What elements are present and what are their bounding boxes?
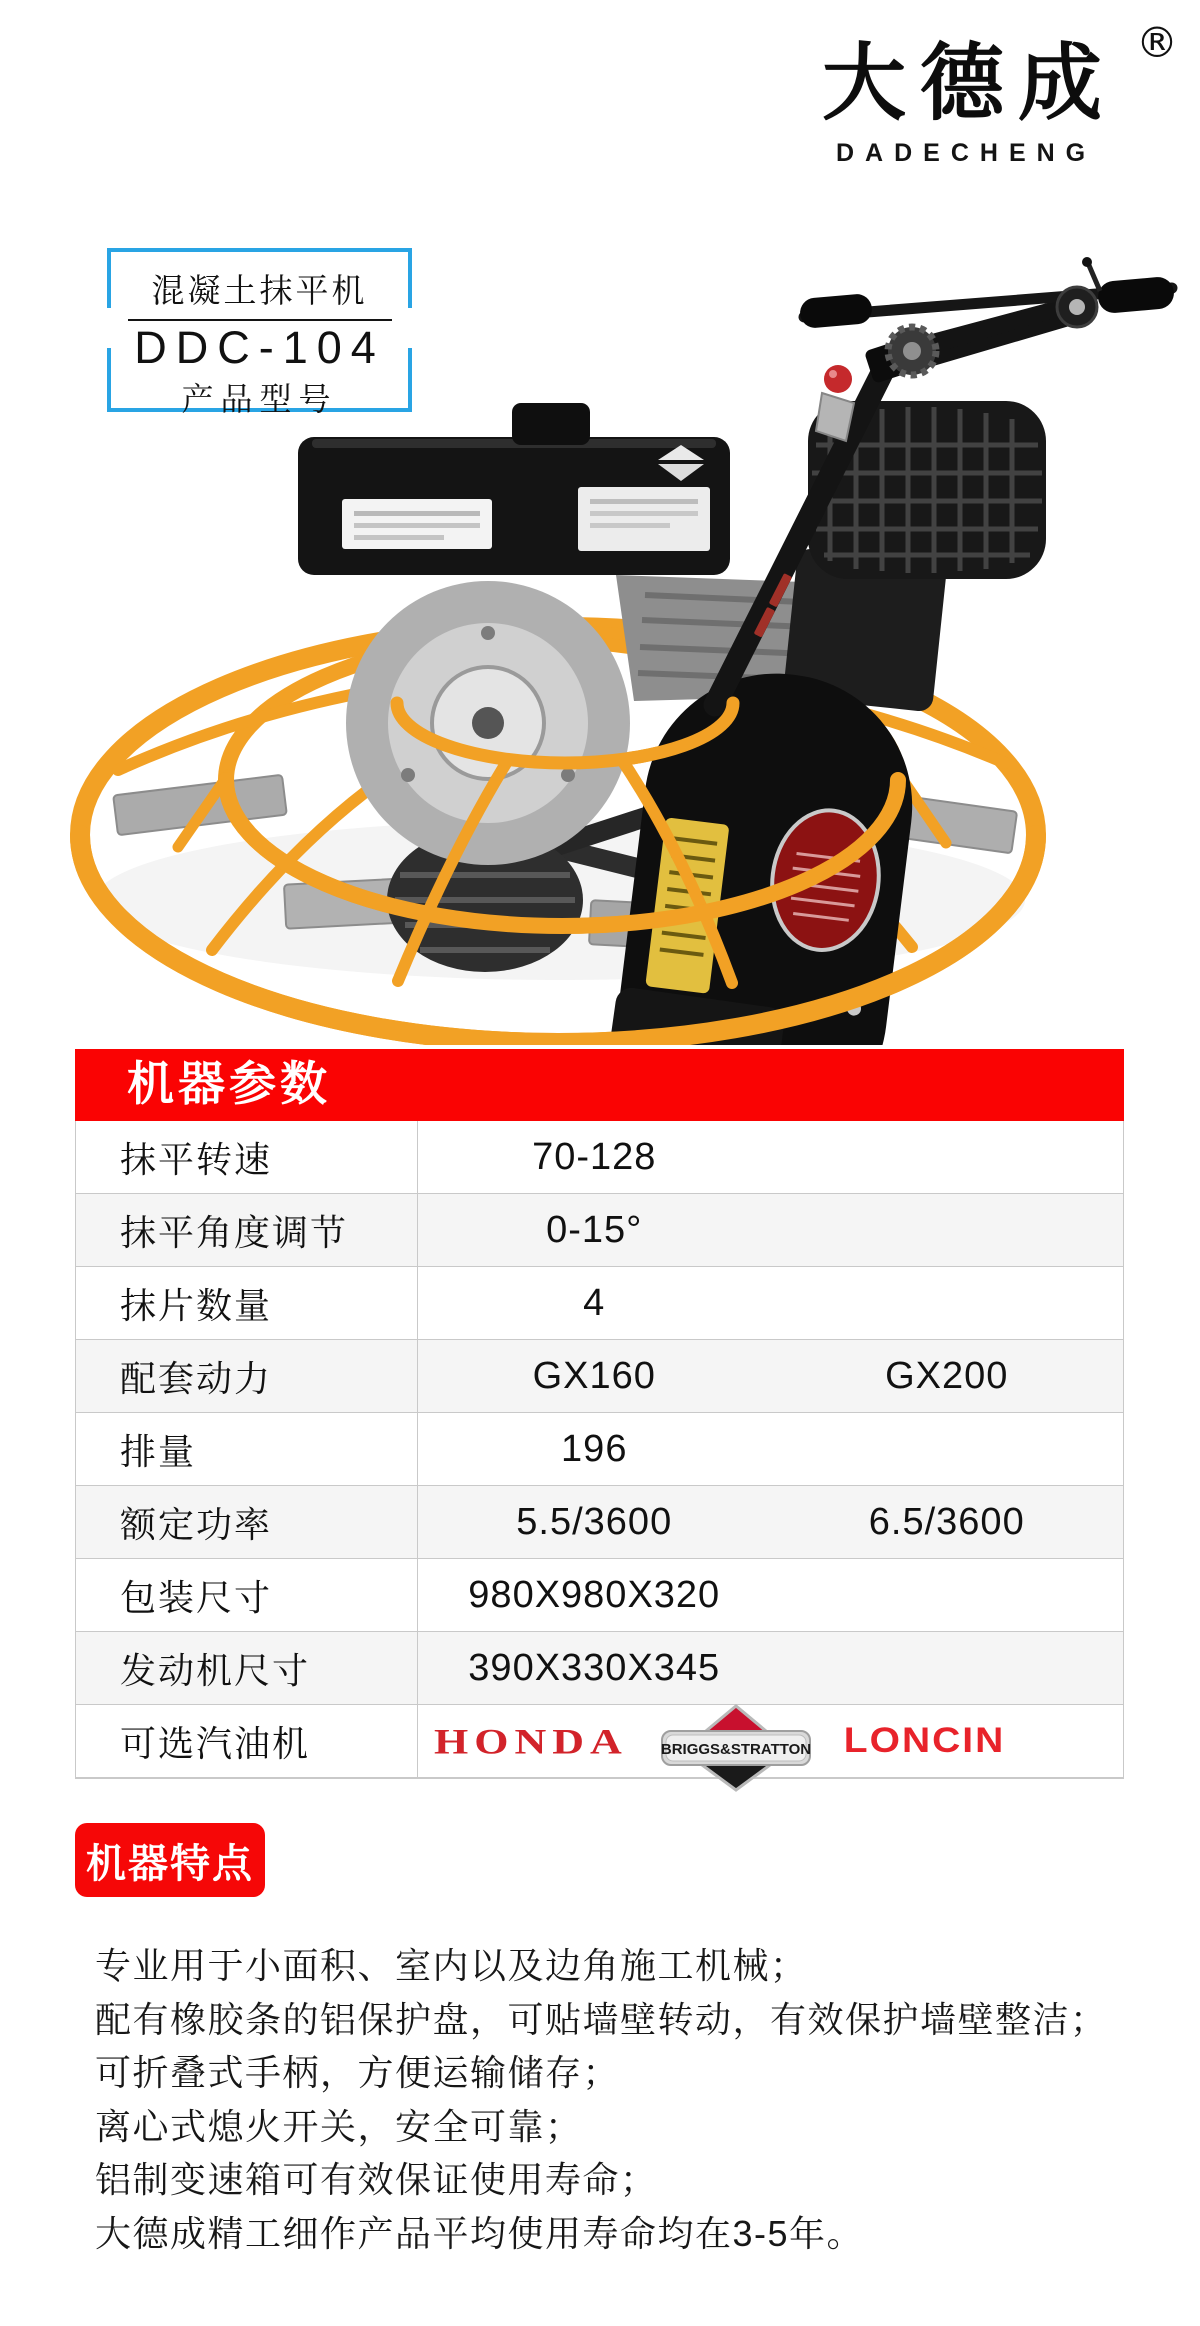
feature-item: 可折叠式手柄，方便运输储存； <box>95 2052 621 2093</box>
table-row <box>76 1559 1123 1632</box>
model-code: DDC-104 <box>134 322 385 373</box>
svg-text:BRIGGS&STRATTON: BRIGGS&STRATTON <box>660 1741 811 1758</box>
row-value-1: 5.5/3600 <box>516 1500 673 1543</box>
spec-header-title: 机器参数 <box>75 1049 1124 1121</box>
feature-item: 专业用于小面积、室内以及边角施工机械； <box>95 1945 808 1986</box>
feature-item: 铝制变速箱可有效保证使用寿命； <box>95 2159 658 2200</box>
row-label: 包装尺寸 <box>76 1559 418 1631</box>
engine-brand-logos <box>418 1705 1123 1777</box>
row-label: 排量 <box>76 1413 418 1485</box>
briggs-stratton-logo <box>660 1704 812 1792</box>
row-label: 可选汽油机 <box>76 1705 418 1777</box>
table-row <box>76 1267 1123 1340</box>
features-list <box>95 1939 1155 2260</box>
row-label: 抹片数量 <box>76 1267 418 1339</box>
table-row <box>76 1413 1123 1486</box>
left-grip <box>799 293 873 329</box>
registered-trademark-icon: ® <box>1136 18 1178 67</box>
table-row <box>76 1340 1123 1413</box>
row-value-2 <box>771 1413 1124 1485</box>
row-label: 发动机尺寸 <box>76 1632 418 1704</box>
row-value-1: 70-128 <box>532 1135 657 1178</box>
brand-logo-cn: 大德成 <box>822 33 1117 132</box>
table-row-engine-options <box>76 1705 1123 1778</box>
row-value-1: 980X980X320 <box>468 1573 721 1616</box>
feature-item: 配有橡胶条的铝保护盘，可贴墙壁转动，有效保护墙壁整洁； <box>95 1998 1108 2040</box>
model-caption: 产品型号 <box>181 381 338 417</box>
features-badge: 机器特点 <box>75 1823 265 1897</box>
row-value-2: GX200 <box>885 1354 1009 1397</box>
table-row <box>76 1486 1123 1559</box>
row-value-2 <box>771 1632 1124 1704</box>
row-value-1: 4 <box>583 1281 606 1324</box>
feature-item: 离心式熄火开关，安全可靠； <box>95 2105 583 2147</box>
row-value-2 <box>771 1267 1124 1339</box>
throttle-lever <box>816 393 854 441</box>
row-value-1: GX160 <box>532 1354 656 1397</box>
power-trowel-illustration <box>60 255 1180 1045</box>
table-row <box>76 1121 1123 1194</box>
honda-logo: HONDA <box>434 1720 628 1762</box>
product-name: 混凝土抹平机 <box>151 272 368 309</box>
spec-table <box>75 1121 1124 1779</box>
row-label: 配套动力 <box>76 1340 418 1412</box>
row-value-2 <box>771 1121 1124 1193</box>
table-row <box>76 1632 1123 1705</box>
row-value-1: 196 <box>561 1427 628 1470</box>
brand-logo-en: DADECHENG <box>836 139 1097 167</box>
right-grip <box>1097 276 1175 315</box>
row-label: 抹平转速 <box>76 1121 418 1193</box>
row-value-1: 390X330X345 <box>468 1646 721 1689</box>
row-value-2: 6.5/3600 <box>868 1500 1025 1543</box>
row-label: 抹平角度调节 <box>76 1194 418 1266</box>
row-value-2 <box>771 1559 1124 1631</box>
fuel-cap <box>512 403 590 445</box>
row-label: 额定功率 <box>76 1486 418 1558</box>
red-knob <box>824 365 852 393</box>
row-value-2 <box>771 1194 1124 1266</box>
table-row <box>76 1194 1123 1267</box>
spec-section <box>75 1049 1124 1779</box>
row-value-1: 0-15° <box>546 1208 643 1251</box>
product-photo <box>60 255 1180 1045</box>
feature-item: 大德成精工细作产品平均使用寿命均在3-5年。 <box>95 2212 865 2254</box>
loncin-logo: LONCIN <box>843 1721 1006 1760</box>
